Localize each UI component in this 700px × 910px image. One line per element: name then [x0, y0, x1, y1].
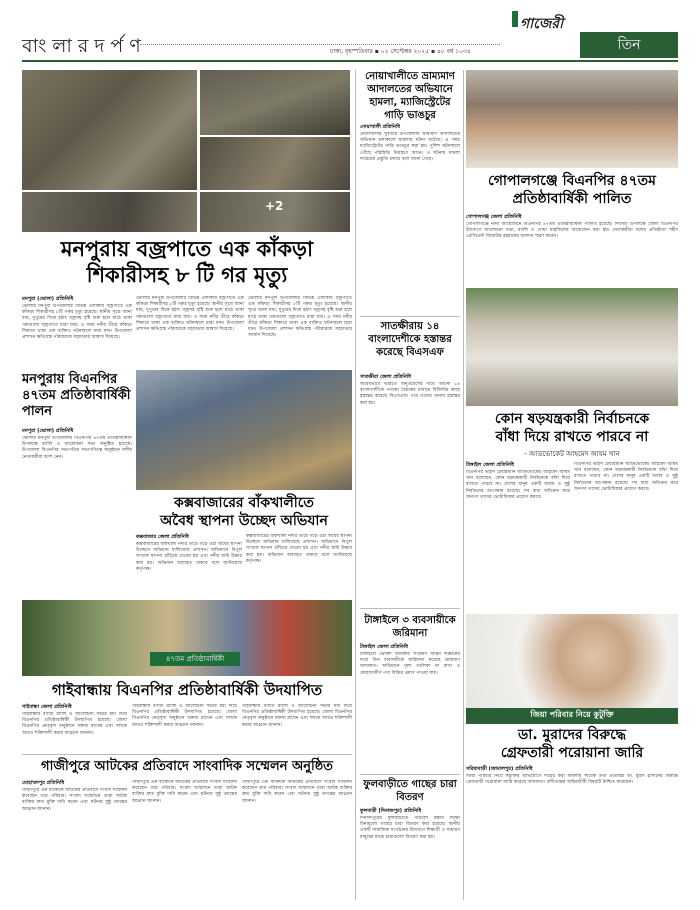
- gopalganj-byline: গোপালগঞ্জ জেলা প্রতিনিধি: [466, 214, 522, 220]
- page-number-box: তিন: [580, 32, 678, 58]
- divider-gazipur: [22, 754, 352, 755]
- gopalganj-body: গোপালগঞ্জে নানা আয়োজনে বিএনপির ৪৭তম প্রতিষ্ঠাবার্ষিকী পালিত হয়েছে। দিবসটি উপলক্ষে জেলা বিএনপির উদ্যোগে আলোচনা সভা, র‍্যালি ও দোয়া মাহফিলের আয়োজন করা হয়। নেতাকর্মীরা দলের প্রতিষ্ঠাতা শহীদ প্রেসিডেন্ট জিয়াউর রহমানের অবদান স্মরণ করেন।: [466, 222, 678, 240]
- phulbari-byline: ফুলবাড়ী (দিনাজপুর) প্রতিনিধি: [360, 808, 422, 814]
- gaibandha-banner: ৪৭তম প্রতিষ্ঠাবার্ষিকী: [150, 652, 240, 666]
- tangail-headline: টাঙ্গাইলে ৩ ব্যবসায়ীকে জরিমানা: [364, 615, 456, 639]
- gopalganj-headline: গোপালগঞ্জে বিএনপির ৪৭তম প্রতিষ্ঠাবার্ষিকী পালিত: [488, 173, 656, 207]
- satkhira-byline: সাতক্ষীরা জেলা প্রতিনিধি: [360, 374, 411, 380]
- murad-headline-line2: গ্রেফতারী পরোয়ানা জারি: [500, 745, 644, 761]
- murad-body: জিয়া পরিবার নিয়ে কটূক্তির অভিযোগে দায়ের করা মামলায় সাবেক তথ্য প্রতিমন্ত্রী ডা. মুরাদ হাসানের বিরুদ্ধে গ্রেফতারী পরোয়ানা জারি করেছে আদালত। বাদীপক্ষের আইনজীবী বিষয়টি নিশ্চিত করেছেন।: [466, 774, 678, 786]
- eviction-photo: [136, 370, 352, 490]
- photo-count-badge: +2: [265, 199, 284, 213]
- conspiracy-photo: [466, 288, 678, 406]
- conspiracy-deck: - আডভোকেট আহমেদ আযম খান: [524, 450, 620, 458]
- lightning-photo-2: [200, 70, 350, 135]
- monpura-bnp-headline: মনপুরায় বিএনপির ৪৭তম প্রতিষ্ঠাবার্ষিকী পালন: [22, 372, 131, 419]
- gazipur-body-col3: গাজীপুরে এক ব্যক্তিকে আটকের প্রতিবাদে সংবাদ সম্মেলন করেছেন তার পরিবার। সংবাদ সম্মেলনে তারা আটক ব্যক্তির দ্রুত মুক্তি দাবি করেন এবং ঘটনার সুষ্ঠু তদন্তের আহ্বান জানান।: [242, 780, 352, 804]
- divider-satkhira: [360, 316, 460, 317]
- gazipur-body-col2: গাজীপুরে এক ব্যক্তিকে আটকের প্রতিবাদে সংবাদ সম্মেলন করেছেন তার পরিবার। সংবাদ সম্মেলনে তারা আটক ব্যক্তির দ্রুত মুক্তি দাবি করেন এবং ঘটনার সুষ্ঠু তদন্তের আহ্বান জানান।: [132, 780, 237, 804]
- gaibandha-body-col2: গাইবান্ধায় বর্ণাঢ্য র‍্যালি ও আলোচনা সভার মধ্য দিয়ে বিএনপির প্রতিষ্ঠাবার্ষিকী উদযাপিত হয়েছে। জেলা বিএনপির নেতৃবৃন্দ অনুষ্ঠানে বক্তব্য রাখেন এবং দলকে আরও শক্তিশালী করার আহ্বান জানান।: [132, 704, 237, 728]
- murad-portrait-photo: [466, 614, 678, 708]
- coxs-headline-line2: অবৈধ স্থাপনা উচ্ছেদ অভিযান: [160, 513, 328, 529]
- murad-byline: সরিষাবাড়ী (জামালপুর) প্রতিনিধি: [466, 766, 533, 772]
- gaibandha-byline: গাইবান্ধা জেলা প্রতিনিধি: [22, 704, 72, 710]
- section-title: বাংলারদর্পণ: [22, 35, 147, 57]
- noakhali-byline: নোয়াখালী প্রতিনিধি: [360, 124, 401, 130]
- lightning-headline-line2: শিকারীসহ ৮ টি গর মৃত্যু: [86, 263, 288, 287]
- conspiracy-headline-line2: বাঁধা দিয়ে রাখতে পারবে না: [495, 429, 649, 445]
- header-underline: [22, 60, 678, 62]
- gaibandha-body-col3: গাইবান্ধায় বর্ণাঢ্য র‍্যালি ও আলোচনা সভার মধ্য দিয়ে বিএনপির প্রতিষ্ঠাবার্ষিকী উদযাপিত হয়েছে। জেলা বিএনপির নেতৃবৃন্দ অনুষ্ঠানে বক্তব্য রাখেন এবং দলকে আরও শক্তিশালী করার আহ্বান জানান।: [242, 704, 352, 728]
- noakhali-body: নোয়াখালীর সুবর্ণচর উপজেলায় ভ্রাম্যমাণ আদালতের অভিযান চলাকালে হামলার ঘটনা ঘটেছে। এ সময় ম্যাজিস্ট্রেটের গাড়ি ভাঙচুর করা হয়। পুলিশ ঘটনাস্থলে পৌঁছে পরিস্থিতি নিয়ন্ত্রণে আনে। এ ঘটনায় মামলা দায়েরের প্রস্তুতি চলছে বলে জানা গেছে।: [360, 132, 460, 162]
- lightning-photo-1: [22, 70, 197, 190]
- coxs-headline-line1: কক্সবাজারের বাঁকখালীতে: [174, 495, 314, 511]
- coxs-byline: কক্সবাজার জেলা প্রতিনিধি: [136, 534, 189, 540]
- dateline: ঢাকা, বৃহস্পতিবার ▪ ০২ সেপ্টেম্বর ২০২৫ ▪ ৪৮ বর্ষ ১০৩৪: [330, 48, 471, 55]
- column-divider-2: [463, 70, 464, 900]
- lightning-photo-3: [200, 137, 350, 190]
- phulbari-body: দিনাজপুরের ফুলবাড়ীতে পরিবেশ রক্ষার লক্ষ্যে বিনামূল্যে গাছের চারা বিতরণ করা হয়েছে। স্থানীয় একটি সামাজিক সংগঠনের উদ্যোগে শিক্ষার্থী ও সাধারণ মানুষের মাঝে চারাগুলো বিতরণ করা হয়।: [360, 816, 460, 840]
- noakhali-headline: নোয়াখালীতে ভ্রাম্যমাণ আদালতের অভিযানে হামলা, ম্যাজিস্ট্রেটের গাড়ি ভাঙচুর: [365, 71, 455, 121]
- tangail-body: টাঙ্গাইলে ভোক্তা অধিকার সংরক্ষণ আইন লঙ্ঘনের দায়ে তিন ব্যবসায়ীকে জরিমানা করেছে ভ্রাম্যমাণ আদালত। অভিযানে মূল্য তালিকা না রাখা ও মেয়াদোত্তীর্ণ পণ্য বিক্রির প্রমাণ পাওয়া যায়।: [360, 652, 460, 676]
- satkhira-headline: সাতক্ষীরায় ১৪ বাংলাদেশীকে হস্তান্তর করেছে বিএসএফ: [368, 321, 452, 358]
- murad-photo-caption: জিয়া পরিবার নিয়ে কুটুক্তি: [530, 710, 614, 719]
- monpura-bnp-body: ভোলার মনপুরা উপজেলায় বিএনপির ৪৭তম প্রতিষ্ঠাবার্ষিকী উপলক্ষে র‍্যালি ও আলোচনা সভা অনুষ্ঠিত হয়েছে। উপজেলা বিএনপির সভাপতির সভাপতিত্বে অনুষ্ঠানে দলীয় নেতাকর্মীরা অংশ নেন।: [22, 436, 132, 460]
- lightning-body-col2: ভোলার মনপুরা উপজেলার বিভিন্ন এলাকায় বজ্রপাতে এক কাঁকড়া শিকারীসহ ৮টি গরুর মৃত্যু হয়েছে। স্থানীয় সূত্রে জানা যায়, দুপুরের দিকে হঠাৎ বজ্রসহ বৃষ্টি শুরু হলে মাঠে থাকা গরুগুলো বজ্রপাতে মারা যায়। এ সময় নদীর তীরে কাঁকড়া শিকারে থাকা এক ব্যক্তিও ঘটনাস্থলে মারা যান। উপজেলা প্রশাসন ক্ষতিগ্রস্ত পরিবারকে সহায়তার আশ্বাস দিয়েছে।: [136, 296, 244, 333]
- lightning-body-col1: ভোলার মনপুরা উপজেলার বিভিন্ন এলাকায় বজ্রপাতে এক কাঁকড়া শিকারীসহ ৮টি গরুর মৃত্যু হয়েছে। স্থানীয় সূত্রে জানা যায়, দুপুরের দিকে হঠাৎ বজ্রসহ বৃষ্টি শুরু হলে মাঠে থাকা গরুগুলো বজ্রপাতে মারা যায়। এ সময় নদীর তীরে কাঁকড়া শিকারে থাকা এক ব্যক্তিও ঘটনাস্থলে মারা যান। উপজেলা প্রশাসন ক্ষতিগ্রস্ত পরিবারকে সহায়তার আশ্বাস দিয়েছে।: [22, 304, 132, 341]
- gaibandha-headline: গাইবান্ধায় বিএনপির প্রতিষ্ঠাবার্ষিকী উদযাপিত: [51, 681, 323, 699]
- gazipur-headline: গাজীপুরে আটকের প্রতিবাদে সাংবাদিক সম্মেলন অনুষ্ঠিত: [41, 759, 333, 774]
- phulbari-headline: ফুলবাড়ীতে গাছের চারা বিতরণ: [363, 779, 457, 803]
- lightning-byline: মনপুরা (ভোলা) প্রতিনিধি: [22, 296, 74, 302]
- gazipur-body-col1: গাজীপুরে এক ব্যক্তিকে আটকের প্রতিবাদে সংবাদ সম্মেলন করেছেন তার পরিবার। সংবাদ সম্মেলনে তারা আটক ব্যক্তির দ্রুত মুক্তি দাবি করেন এবং ঘটনার সুষ্ঠু তদন্তের আহ্বান জানান।: [22, 788, 127, 812]
- lightning-photo-4: [22, 192, 197, 232]
- header-rule: [140, 44, 500, 45]
- murad-headline-line1: ডা. মুরাদের বিরুদ্ধে: [517, 727, 627, 743]
- conspiracy-byline: টাঙ্গাইল জেলা প্রতিনিধি: [466, 462, 514, 468]
- conspiracy-body-col2: বিএনপির ভাইস চেয়ারম্যান অ্যাডভোকেট আহমেদ আযম খান বলেছেন, কোন ষড়যন্ত্রকারী নির্বাচনকে বাঁধা দিয়ে রাখতে পারবে না। দেশের মানুষ একটি অবাধ ও সুষ্ঠু নির্বাচনের অপেক্ষায় রয়েছে। সব বাধা অতিক্রম করে জনগণ তাদের ভোটাধিকার প্রয়োগ করবে।: [574, 462, 678, 492]
- divider-tangail: [360, 608, 460, 609]
- divider-phulbari: [360, 774, 460, 775]
- column-divider-1: [355, 70, 356, 900]
- gaibandha-body-col1: গাইবান্ধায় বর্ণাঢ্য র‍্যালি ও আলোচনা সভার মধ্য দিয়ে বিএনপির প্রতিষ্ঠাবার্ষিকী উদযাপিত হয়েছে। জেলা বিএনপির নেতৃবৃন্দ অনুষ্ঠানে বক্তব্য রাখেন এবং দলকে আরও শক্তিশালী করার আহ্বান জানান।: [22, 712, 127, 736]
- coxs-body-col2: কক্সবাজারের বাঁকখালী নদীর তীরে গড়ে ওঠা অবৈধ স্থাপনা উচ্ছেদে অভিযান চালিয়েছে প্রশাসন। অভিযানে বিপুল সংখ্যক স্থাপনা গুঁড়িয়ে দেওয়া হয় এবং নদীর জমি উদ্ধার করা হয়। অভিযান অব্যাহত থাকবে বলে জানিয়েছে কর্তৃপক্ষ।: [246, 534, 352, 564]
- conspiracy-body-col1: বিএনপির ভাইস চেয়ারম্যান অ্যাডভোকেট আহমেদ আযম খান বলেছেন, কোন ষড়যন্ত্রকারী নির্বাচনকে বাঁধা দিয়ে রাখতে পারবে না। দেশের মানুষ একটি অবাধ ও সুষ্ঠু নির্বাচনের অপেক্ষায় রয়েছে। সব বাধা অতিক্রম করে জনগণ তাদের ভোটাধিকার প্রয়োগ করবে।: [466, 470, 570, 500]
- brand-mark-icon: [512, 11, 518, 27]
- tangail-byline: টাঙ্গাইল জেলা প্রতিনিধি: [360, 644, 408, 650]
- lightning-body-col3: ভোলার মনপুরা উপজেলার বিভিন্ন এলাকায় বজ্রপাতে এক কাঁকড়া শিকারীসহ ৮টি গরুর মৃত্যু হয়েছে। স্থানীয় সূত্রে জানা যায়, দুপুরের দিকে হঠাৎ বজ্রসহ বৃষ্টি শুরু হলে মাঠে থাকা গরুগুলো বজ্রপাতে মারা যায়। এ সময় নদীর তীরে কাঁকড়া শিকারে থাকা এক ব্যক্তিও ঘটনাস্থলে মারা যান। উপজেলা প্রশাসন ক্ষতিগ্রস্ত পরিবারকে সহায়তার আশ্বাস দিয়েছে।: [248, 296, 352, 339]
- newspaper-brand: গাজেরী: [520, 16, 564, 32]
- satkhira-body: অবৈধভাবে ভারতে অনুপ্রবেশের দায়ে আটক ১৪ বাংলাদেশীকে পতাকা বৈঠকের মাধ্যমে বিজিবির কাছে হস্তান্তর করেছে বিএসএফ। পরে তাদের থানায় হস্তান্তর করা হয়।: [360, 382, 460, 406]
- monpura-bnp-byline: মনপুরা (ভোলা) প্রতিনিধি: [22, 428, 74, 434]
- lightning-headline-line1: মনপুরায় বজ্রপাতে এক কাঁকড়া: [60, 237, 314, 261]
- conspiracy-headline-line1: কোন ষড়যন্ত্রকারী নির্বাচনকে: [494, 411, 650, 427]
- gazipur-byline: মোহাম্মদপুর প্রতিনিধি: [22, 780, 65, 786]
- coxs-body-col1: কক্সবাজারের বাঁকখালী নদীর তীরে গড়ে ওঠা অবৈধ স্থাপনা উচ্ছেদে অভিযান চালিয়েছে প্রশাসন। অভিযানে বিপুল সংখ্যক স্থাপনা গুঁড়িয়ে দেওয়া হয় এবং নদীর জমি উদ্ধার করা হয়। অভিযান অব্যাহত থাকবে বলে জানিয়েছে কর্তৃপক্ষ।: [136, 542, 242, 572]
- gopalganj-photo: [466, 70, 678, 168]
